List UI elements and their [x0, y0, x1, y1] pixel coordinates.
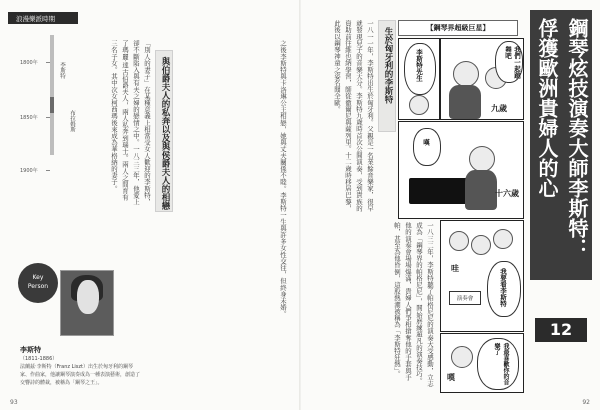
chapter-title-line2: 俘獲歐洲貴婦人的心	[535, 18, 559, 198]
key-person-name: 李斯特	[20, 346, 41, 354]
key-person-bio: 法蘭茲‧李斯特（Franz Liszt）出生於匈牙利的鋼琴家、作曲家，他讓鋼琴演奏成為一種表演藝術，創造了交響詩的體裁，被稱為「鋼琴之王」。	[20, 364, 141, 386]
speech-text: 我要看李斯特	[499, 268, 507, 307]
body-paragraph: 立志成為「鋼琴界的帕格尼尼」，開始磨練超凡的演奏技巧。	[415, 222, 434, 387]
speech-bubble	[413, 128, 441, 166]
body-paragraph: 一八一一年，李斯特出生於匈牙利。父親是一名業餘音樂家，	[366, 20, 374, 199]
body-paragraph: 一八三二年，李斯特聽了帕格尼尼的演奏大受感動，	[426, 222, 434, 374]
key-person-years: （1811-1886）	[20, 356, 58, 362]
left-page-number: 93	[10, 399, 18, 406]
manga-strip-title-text: 【鋼琴界超級巨星】	[426, 24, 490, 32]
speech-bubble	[487, 261, 521, 317]
speech-text: 李斯特先生	[415, 49, 423, 82]
timeline-track	[50, 35, 54, 155]
character-head	[409, 95, 429, 115]
body-paragraph: 卻不斷陷入與有夫之婦的戀情之中。一八三三年，他愛上了	[121, 40, 140, 205]
timeline-arrow-label: 布拉姆斯	[69, 110, 75, 132]
body-paragraph: 十二歲時移居巴黎，此後以鋼琴神童之姿名聞全歐。	[333, 20, 352, 212]
chapter-title-line1: 鋼琴炫技演奏大師李斯特：	[565, 18, 589, 258]
caption-text: 演奏會	[456, 296, 474, 302]
body-paragraph: 「別人的妻子」在某種意義上相當受女人歡迎的李斯特，	[143, 40, 151, 205]
caption-box	[449, 291, 481, 305]
timeline-tick-mark	[46, 117, 50, 118]
chapter-number-badge	[535, 318, 587, 342]
body-paragraph: 子女。其中次女柯西瑪後來成為華格納的妻子。	[110, 53, 118, 192]
key-person-badge	[18, 263, 58, 303]
timeline-tick-label: 1850年	[20, 115, 38, 121]
body-paragraph: 甚至為他昏倒，這股熱潮被稱為「李斯特狂熱」。	[393, 235, 401, 378]
manga-panel-5	[440, 333, 524, 393]
liszt-portrait	[60, 270, 114, 336]
chapter-number: 12	[549, 320, 573, 339]
timeline-tick-label: 1900年	[20, 168, 38, 174]
speech-bubble	[404, 43, 436, 95]
character-head	[449, 231, 469, 251]
speech-text: 嘆	[422, 139, 430, 146]
manga-panel-2	[398, 38, 440, 120]
key-person-badge-top: Key	[32, 274, 44, 281]
piano-illustration	[409, 178, 469, 204]
timeline-tick-mark	[46, 170, 50, 171]
right-body-text-2	[305, 222, 435, 387]
right-section-heading-text: 生於匈牙利的李斯特	[383, 27, 393, 104]
manga-panel-4	[440, 220, 524, 332]
body-paragraph: 瑪麗‧達古伯爵夫人，兩人私奔到瑞士。兩人之間育有三名	[110, 40, 129, 201]
speech-text: 我們一起跳舞吧	[504, 46, 521, 79]
timeline-highlight	[50, 97, 54, 113]
key-person-badge-bottom: Person	[27, 283, 49, 290]
character-body	[449, 85, 481, 119]
character-head	[469, 146, 495, 172]
body-paragraph: 受到貴族的資助前往維也納學習，師從徹爾尼與薩列里。	[344, 20, 363, 212]
body-paragraph: 很早就發現兒子的音樂天分。李斯特九歲時首次公開演奏，	[355, 20, 374, 212]
speech-text: 我最喜歡你的音樂了	[493, 343, 509, 385]
section-tab	[8, 12, 78, 24]
left-body-text-1	[86, 40, 152, 205]
character-head	[471, 235, 491, 255]
character-head	[453, 61, 479, 87]
body-paragraph: 李斯特一生與許多女性交往，但終身未婚。	[279, 191, 287, 318]
left-body-text-2	[176, 40, 288, 370]
character-head	[451, 346, 473, 368]
right-page-number: 92	[582, 399, 590, 406]
chapter-title-block	[530, 10, 592, 280]
sound-effect: 九歲	[491, 104, 507, 113]
sound-effect: 嘆	[447, 373, 455, 382]
right-section-heading	[378, 20, 396, 132]
book-gutter	[299, 0, 301, 410]
timeline-marker-label: 李斯特	[59, 62, 65, 79]
speech-bubble	[477, 338, 519, 390]
section-tab-label: 浪漫樂派時期	[16, 15, 55, 23]
manga-strip-title	[398, 20, 518, 36]
sound-effect: 哇	[451, 264, 459, 273]
portrait-face	[77, 280, 99, 314]
timeline-tick-label: 1800年	[20, 60, 38, 66]
manga-panel-1	[440, 38, 524, 120]
timeline-tick-mark	[46, 62, 50, 63]
character-body	[465, 170, 497, 210]
body-paragraph: 之後李斯特與卡洛琳公主相戀，她與丈夫關係不睦。	[279, 40, 287, 192]
manga-panel-3	[398, 121, 524, 219]
speech-bubble	[495, 41, 523, 83]
body-paragraph: 他的演奏會場場爆滿，貴婦人們爭相搶奪他的手套與手帕，	[393, 222, 412, 381]
left-section-heading-text: 與伯爵夫人的私奔以及與侯爵夫人的相戀	[160, 57, 170, 210]
character-head	[493, 229, 513, 249]
right-body-text-1	[305, 20, 375, 215]
left-section-heading	[155, 50, 173, 212]
sound-effect: 十六歲	[495, 189, 519, 198]
